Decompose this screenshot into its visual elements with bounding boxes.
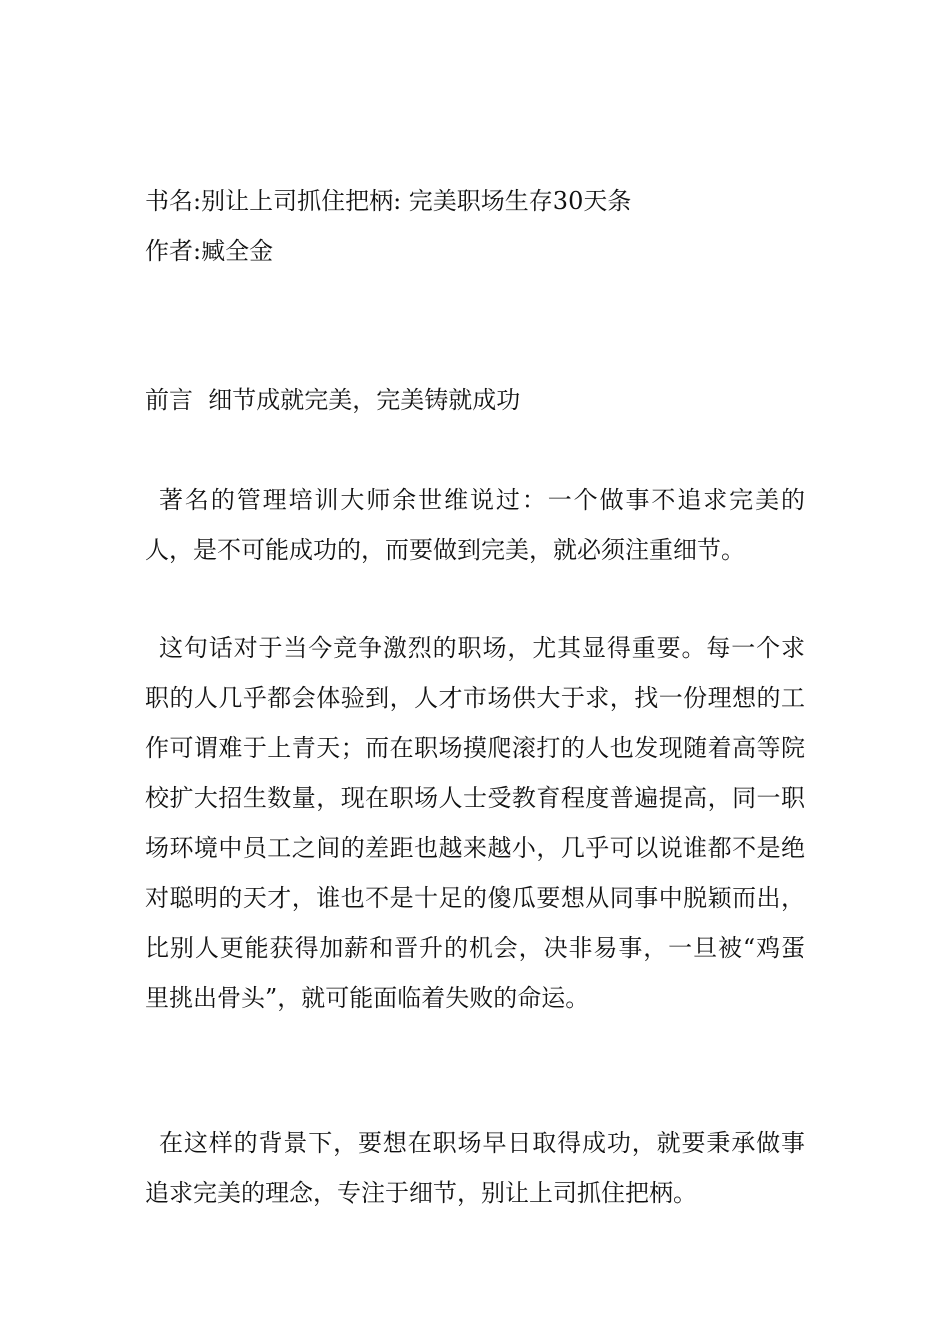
paragraph-3: 在这样的背景下，要想在职场早日取得成功，就要秉承做事追求完美的理念，专注于细节，别让上司抓住把柄。 — [145, 1129, 805, 1207]
book-title: 书名:别让上司抓住把柄: 完美职场生存30天条 — [145, 187, 632, 215]
author-line: 作者:臧全金 — [145, 237, 274, 265]
paragraph-2: 这句话对于当今竞争激烈的职场，尤其显得重要。每一个求职的人几乎都会体验到，人才市场供大于求，找一份理想的工作可谓难于上青天；而在职场摸爬滚打的人也发现随着高等院校扩大招生数量，现在职场人士受教育程度普遍提高，同一职场环境中员工之间的差距也越来越小，几乎可以说谁都不是绝对聪明的天才，谁也不是十足的傻瓜要想从同事中脱颖而出，比别人更能获得加薪和晋升的机会，决非易事，一旦被“鸡蛋里挑出骨头”，就可能面临着失败的命运。 — [145, 634, 805, 1012]
preface-heading: 前言 细节成就完美，完美铸就成功 — [145, 386, 521, 414]
paragraph-1: 著名的管理培训大师余世维说过：一个做事不追求完美的人，是不可能成功的，而要做到完美，就必须注重细节。 — [145, 486, 805, 564]
